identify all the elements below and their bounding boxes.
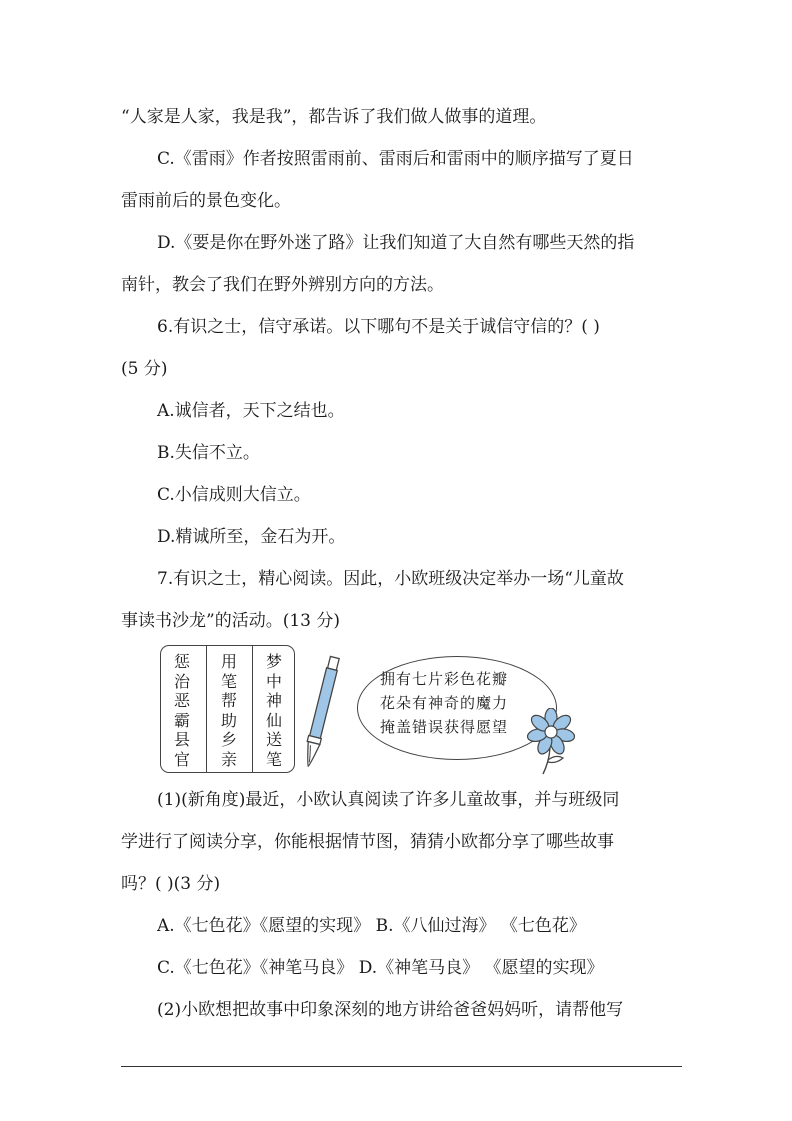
text-line: D.《要是你在野外迷了路》让我们知道了大自然有哪些天然的指 <box>157 233 635 253</box>
divider <box>206 646 207 772</box>
plot-column: 梦 中 神 仙 送 笔 <box>265 652 282 769</box>
text-line: 学进行了阅读分享，你能根据情节图，猜猜小欧都分享了哪些故事 <box>121 832 614 852</box>
question-6: 6.有识之士，信守承诺。以下哪句不是关于诚信守信的？( ) <box>157 317 600 337</box>
text-line: “人家是人家，我是我”，都告诉了我们做人做事的道理。 <box>121 107 547 127</box>
text-line: C.《雷雨》作者按照雷雨前、雷雨后和雷雨中的顺序描写了夏日 <box>157 149 634 169</box>
text-line: 雷雨前后的景色变化。 <box>121 191 291 211</box>
option-d: D.精诚所至，金石为开。 <box>157 527 346 547</box>
options-cd: C.《七色花》《神笔马良》 D.《神笔马良》 《愿望的实现》 <box>157 958 604 978</box>
text-line: 南针，教会了我们在野外辨别方向的方法。 <box>121 275 444 295</box>
option-b: B.失信不立。 <box>157 443 260 463</box>
plot-column: 用 笔 帮 助 乡 亲 <box>220 652 237 769</box>
bubble-line: 拥有七片彩色花瓣 <box>380 670 509 688</box>
plot-column: 惩 治 恶 霸 县 官 <box>173 652 190 769</box>
text-line: (5 分) <box>121 359 168 379</box>
footer-rule <box>121 1066 682 1067</box>
divider <box>252 646 253 772</box>
option-a: A.诚信者，天下之结也。 <box>157 401 345 421</box>
question-7: 7.有识之士，精心阅读。因此，小欧班级决定举办一场“儿童故 <box>157 569 624 589</box>
sub-question-1: (1)(新角度)最近，小欧认真阅读了许多儿童故事，并与班级同 <box>157 790 620 810</box>
options-ab: A.《七色花》《愿望的实现》 B.《八仙过海》 《七色花》 <box>157 916 586 936</box>
bubble-line: 花朵有神奇的魔力 <box>380 694 509 712</box>
bubble-line: 掩盖错误获得愿望 <box>380 718 509 736</box>
sub-question-2: (2)小欧想把故事中印象深刻的地方讲给爸爸妈妈听，请帮他写 <box>157 1000 624 1020</box>
flower-icon <box>523 708 579 776</box>
plot-board <box>160 645 295 773</box>
option-c: C.小信成则大信立。 <box>157 485 311 505</box>
brush-pen-icon <box>300 652 344 770</box>
text-line: 吗？( )(3 分) <box>121 874 221 894</box>
text-line: 事读书沙龙”的活动。(13 分) <box>121 611 340 631</box>
